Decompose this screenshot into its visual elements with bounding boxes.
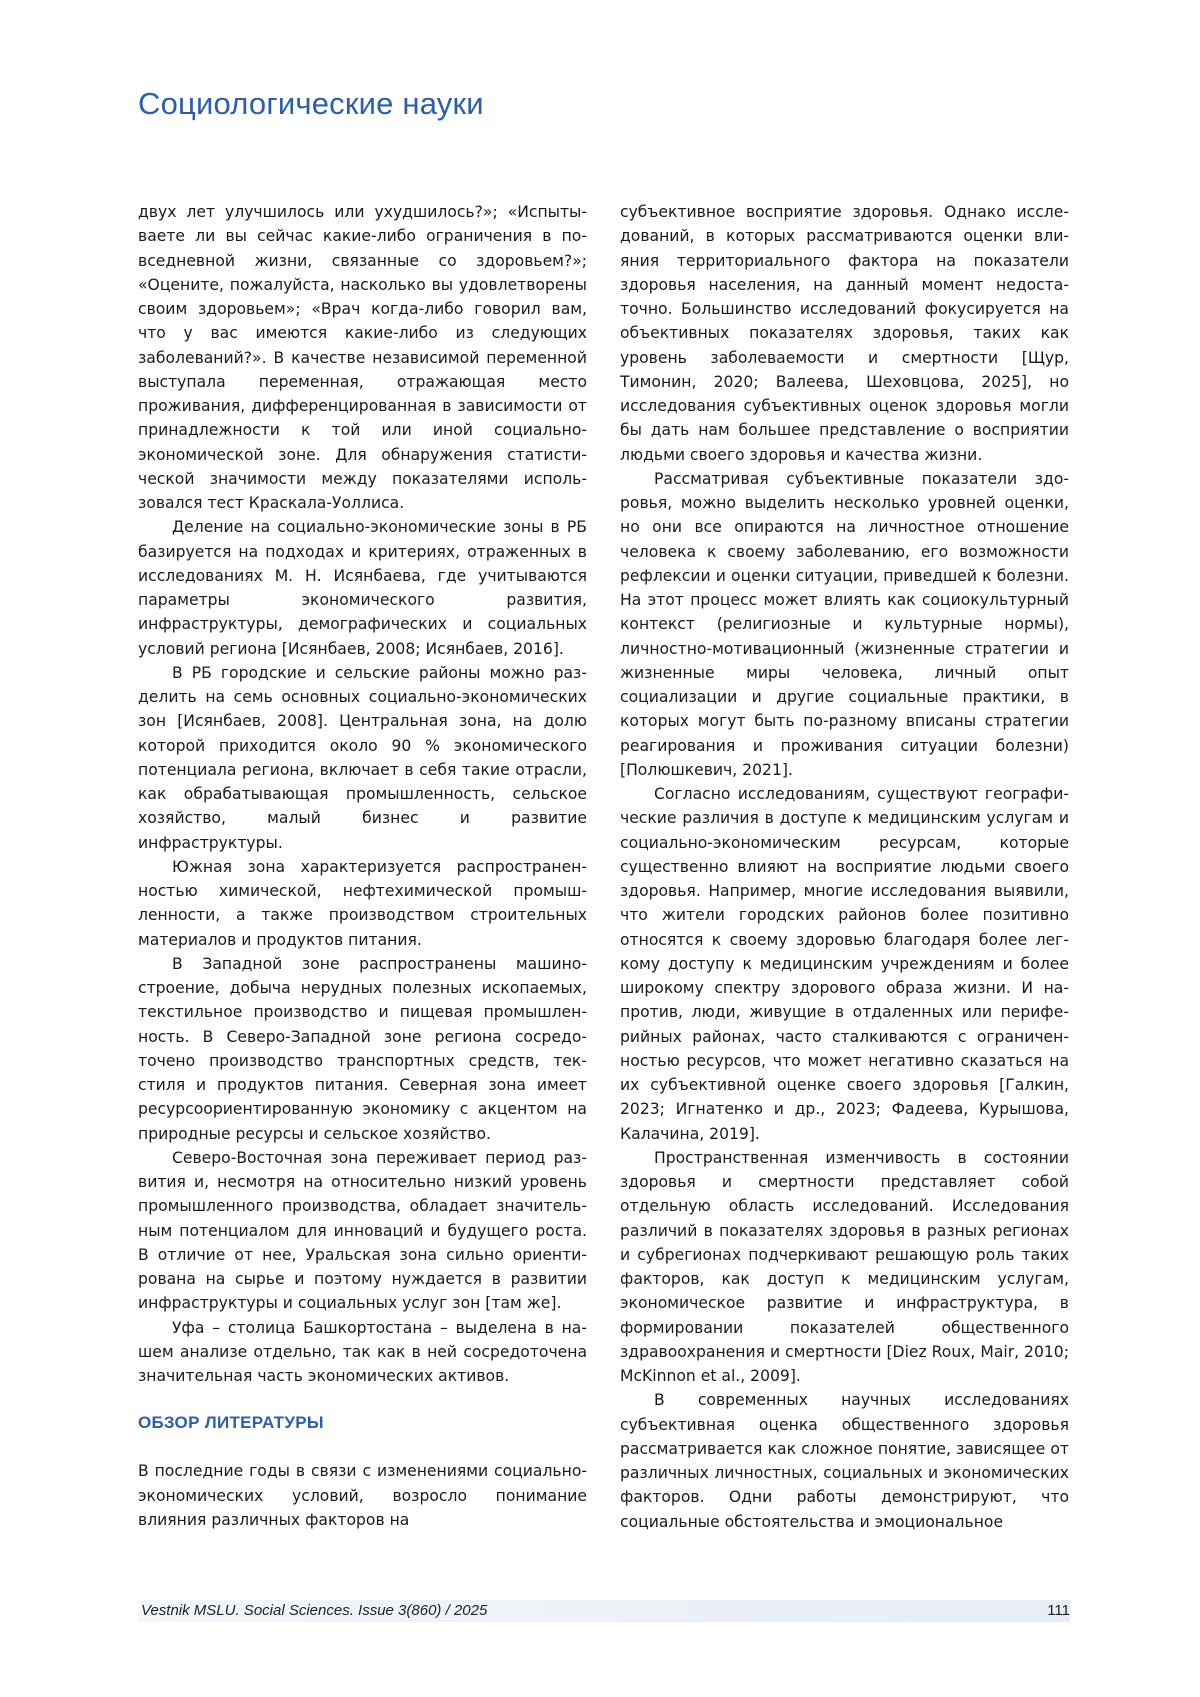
paragraph: В РБ городские и сельские районы можно разделить на семь основных социально-экономических зон [Исянбаев, 2008]. Центральная зона, на долю которой приходится около 90 % экономического потенциала региона, включает в себя такие отрасли, как обрабатывающая промышленность, сельское хозяйство, малый бизнес и развитие инфраструктуры. (138, 663, 587, 852)
paragraph: субъективное восприятие здоровья. Однако исследований, в которых рассматриваются оценки влияния территориального фактора на показатели здоровья населения, на данный момент недостаточно. Большинство исследований фокусируется на объективных показателях здоровья, таких как уровень заболеваемости и смертности [Щур, Тимонин, 2020; Валеева, Шеховцова, 2025], но исследования субъективных оценок здоровья могли бы дать нам большее представление о восприятии людьми своего здоровья и качества жизни. (620, 203, 1069, 464)
literature-review-heading: ОБЗОР ЛИТЕРАТУРЫ (138, 1413, 324, 1433)
page-number: 111 (1047, 1602, 1070, 1619)
paragraph: Северо-Восточная зона переживает период развития и, несмотря на относительно низкий уровень промышленного производства, обладает значительным потенциалом для инноваций и будущего роста. В отличие от нее, Уральская зона сильно ориентирована на сырье и поэтому нуждается в развитии инфраструктуры и социальных услуг зон [там же]. (138, 1148, 587, 1313)
paragraph: Деление на социально-экономические зоны в РБ базируется на подходах и критериях, отраженных в исследованиях М. Н. Исянбаева, где учитываются параметры экономического развития, инфраструктуры, демографических и социальных условий региона [Исянбаев, 2008; Исянбаев, 2016]. (138, 518, 587, 658)
section-title: Социологические науки (138, 86, 484, 121)
paragraph: В Западной зоне распространены машиностроение, добыча нерудных полезных ископаемых, текстильное производство и пищевая промышленность. В Северо-Западной зоне региона сосредоточено производство транспортных средств, текстиля и продуктов питания. Северная зона имеет ресурсоориентированную экономику с акцентом на природные ресурсы и сельское хозяйство. (138, 954, 587, 1143)
paragraph: Согласно исследованиям, существуют географические различия в доступе к медицинским услугам и социально-экономическим ресурсам, которые существенно влияют на восприятие людьми своего здоровья. Например, многие исследования выявили, что жители городских районов более позитивно относятся к своему здоровью благодаря более легкому доступу к медицинским учреждениям и более широкому спектру здорового образа жизни. И напротив, люди, живущие в отдаленных или периферийных районах, часто сталкиваются с ограниченностью ресурсов, что может негативно сказаться на их субъективной оценке своего здоровья [Галкин, 2023; Игнатенко и др., 2023; Фадеева, Курышова, Калачина, 2019]. (620, 785, 1069, 1143)
paragraph: Южная зона характеризуется распространенностью химической, нефтехимической промышленности, а также производством строительных материалов и продуктов питания. (138, 857, 587, 949)
paragraph: Пространственная изменчивость в состоянии здоровья и смертности представляет собой отдельную область исследований. Исследования различий в показателях здоровья в разных регионах и субрегионах подчеркивают решающую роль таких факторов, как доступ к медицинским услугам, экономическое развитие и инфраструктура, в формировании показателей общественного здравоохранения и смертности [Diez Roux, Mair, 2010; McKinnon et al., 2009]. (620, 1148, 1069, 1385)
right-column (620, 200, 1069, 1534)
left-column (138, 200, 587, 1532)
journal-citation: Vestnik MSLU. Social Sciences. Issue 3(860) / 2025 (141, 1602, 488, 1619)
paragraph: двух лет улучшилось или ухудшилось?»; «Испытываете ли вы сейчас какие-либо ограничения в повседневной жизни, связанные со здоровьем?»; «Оцените, пожалуйста, насколько вы удовлетворены своим здоровьем»; «Врач когда-либо говорил вам, что у вас имеются какие-либо из следующих заболеваний?». В качестве независимой переменной выступала переменная, отражающая место проживания, дифференцированная в зависимости от принадлежности к той или иной социально-экономической зоне. Для обнаружения статистической значимости между показателями использовался тест Краскала-Уоллиса. (138, 203, 587, 512)
paragraph: В последние годы в связи с изменениями социально-экономических условий, возросло понимание влияния различных факторов на (138, 1462, 587, 1529)
paragraph: Рассматривая субъективные показатели здоровья, можно выделить несколько уровней оценки, но они все опираются на личностное отношение человека к своему заболеванию, его возможности рефлексии и оценки ситуации, приведшей к болезни. На этот процесс может влиять как социокультурный контекст (религиозные и культурные нормы), личностно-мотивационный (жизненные стратегии и жизненные миры человека, личный опыт социализации и другие социальные практики, в которых могут быть по-разному вписаны стратегии реагирования и проживания ситуации болезни) [Полюшкевич, 2021]. (620, 469, 1069, 779)
paragraph: В современных научных исследованиях субъективная оценка общественного здоровья рассматривается как сложное понятие, зависящее от различных личностных, социальных и экономических факторов. Одни работы демонстрируют, что социальные обстоятельства и эмоциональное (620, 1391, 1069, 1531)
paragraph: Уфа – столица Башкортостана – выделена в нашем анализе отдельно, так как в ней сосредоточена значительная часть экономических активов. (138, 1318, 587, 1385)
